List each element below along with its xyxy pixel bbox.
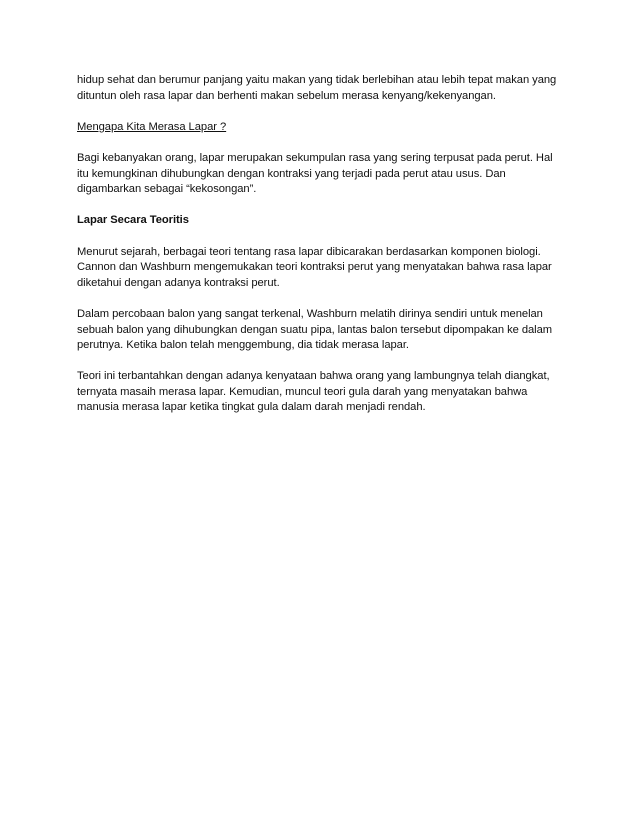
intro-paragraph: hidup sehat dan berumur panjang yaitu makan yang tidak berlebihan atau lebih tepat makan yang dituntun oleh rasa lapar dan berhenti makan sebelum merasa kenyang/kekenyangan. bbox=[77, 74, 557, 102]
paragraph-blood-sugar-theory: Teori ini terbantahkan dengan adanya kenyataan bahwa orang yang lambungnya telah diangkat, ternyata masaih merasa lapar. Kemudian, muncul teori gula darah yang menyatakan bahwa manusia merasa lapar ketika tingkat gula dalam darah menjadi rendah. bbox=[77, 370, 550, 414]
paragraph-balloon-experiment: Dalam percobaan balon yang sangat terkenal, Washburn melatih dirinya sendiri untuk menelan sebuah balon yang dihubungkan dengan suatu pipa, lantas balon tersebut dipompakan ke dalam perutnya. Ketika balon telah menggembung, dia tidak merasa lapar. bbox=[77, 307, 553, 352]
paragraph-hunger-definition: Bagi kebanyakan orang, lapar merupakan sekumpulan rasa yang sering terpusat pada perut. Hal itu kemungkinan dihubungkan dengan kontraksi yang terjadi pada perut atau usus. Dan digambarkan sebagai “kekosongan”. bbox=[77, 151, 553, 196]
document-body bbox=[77, 73, 567, 432]
section-heading-theoretical-hunger: Lapar Secara Teoritis bbox=[77, 214, 189, 227]
section-heading-why-hungry: Mengapa Kita Merasa Lapar ? bbox=[77, 120, 227, 133]
paragraph-history-theories: Menurut sejarah, berbagai teori tentang rasa lapar dibicarakan berdasarkan komponen biologi. Cannon dan Washburn mengemukakan teori kontraksi perut yang menyatakan bahwa rasa lapar diketahui dengan adanya kontraksi perut. bbox=[77, 245, 552, 289]
